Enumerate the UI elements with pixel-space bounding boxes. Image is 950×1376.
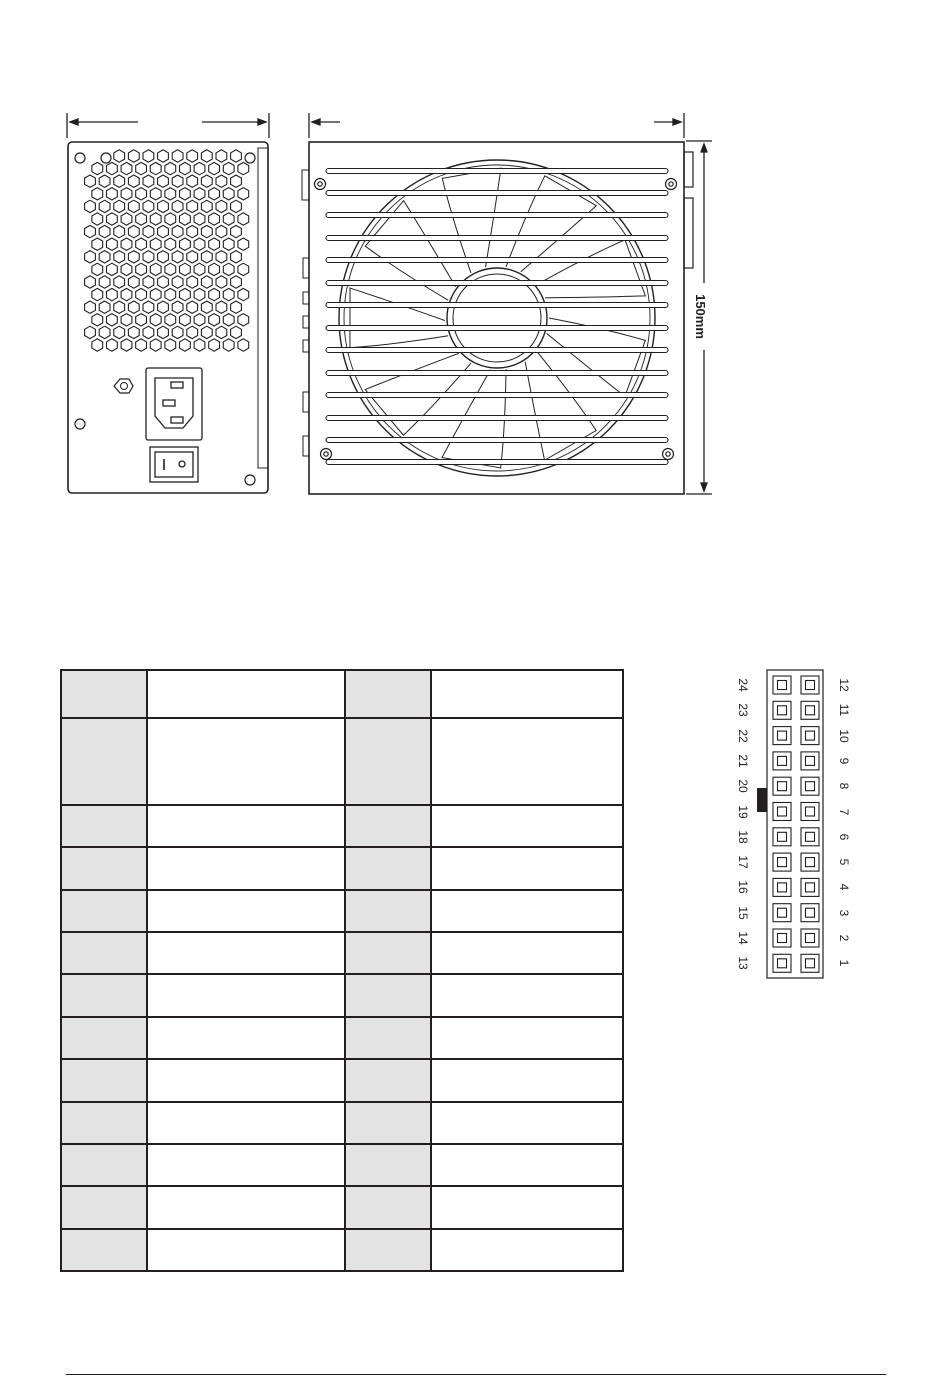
table-row bbox=[61, 932, 623, 974]
pin-number: 14 bbox=[736, 931, 750, 945]
table-cell bbox=[431, 847, 623, 889]
table-row bbox=[61, 974, 623, 1016]
pin-number: 18 bbox=[736, 830, 750, 844]
pin-number: 16 bbox=[736, 880, 750, 895]
table-cell bbox=[147, 805, 345, 847]
table-cell bbox=[431, 932, 623, 974]
table-cell bbox=[431, 1144, 623, 1186]
pin-number: 9 bbox=[837, 757, 851, 765]
grille-bar bbox=[326, 326, 668, 331]
pin-number: 6 bbox=[837, 833, 851, 841]
table-cell bbox=[61, 1102, 147, 1144]
table-cell bbox=[345, 890, 431, 932]
grille-bar bbox=[326, 348, 668, 353]
grille-bar bbox=[326, 191, 668, 196]
table-row bbox=[61, 1017, 623, 1059]
pin-number: 21 bbox=[736, 754, 750, 768]
pin-number: 8 bbox=[837, 782, 851, 790]
grille-bar bbox=[326, 371, 668, 376]
rear-width-dimension bbox=[67, 113, 269, 138]
pin-number: 11 bbox=[837, 704, 851, 717]
pin-number: 24 bbox=[736, 678, 750, 692]
footer-rule bbox=[66, 1374, 886, 1375]
fan-width-dimension bbox=[309, 113, 684, 138]
table-row bbox=[61, 847, 623, 889]
grille-bar bbox=[326, 169, 668, 174]
table-cell bbox=[345, 847, 431, 889]
table-cell bbox=[147, 1102, 345, 1144]
header-cell bbox=[431, 670, 623, 718]
pin-number: 12 bbox=[837, 678, 851, 692]
table-cell bbox=[147, 1059, 345, 1101]
table-cell bbox=[345, 1186, 431, 1228]
table-row bbox=[61, 1059, 623, 1101]
table-cell bbox=[345, 1059, 431, 1101]
pin-number: 15 bbox=[736, 906, 750, 920]
pin-number: 22 bbox=[736, 728, 750, 743]
psu-fan-side bbox=[302, 142, 693, 494]
header-cell bbox=[345, 670, 431, 718]
table-cell bbox=[147, 932, 345, 974]
table-cell bbox=[431, 1017, 623, 1059]
table-cell bbox=[61, 1059, 147, 1101]
table-row bbox=[61, 1144, 623, 1186]
table-cell bbox=[147, 847, 345, 889]
table-cell bbox=[431, 890, 623, 932]
table-row bbox=[61, 1229, 623, 1271]
pin-number: 5 bbox=[837, 858, 851, 866]
table-cell bbox=[345, 1017, 431, 1059]
table-cell bbox=[61, 1017, 147, 1059]
table-cell bbox=[345, 932, 431, 974]
table-cell bbox=[61, 805, 147, 847]
table-cell bbox=[147, 1017, 345, 1059]
grille-bar bbox=[326, 460, 668, 465]
table-cell bbox=[61, 932, 147, 974]
table-cell bbox=[345, 1229, 431, 1271]
table-cell bbox=[61, 890, 147, 932]
table-cell bbox=[61, 1144, 147, 1186]
grille-bar bbox=[326, 236, 668, 241]
table-cell bbox=[345, 1144, 431, 1186]
grille-bar bbox=[326, 281, 668, 286]
table-cell bbox=[147, 974, 345, 1016]
pin-number: 13 bbox=[736, 956, 750, 970]
pin-number: 3 bbox=[837, 909, 851, 917]
table-cell bbox=[431, 805, 623, 847]
table-row bbox=[61, 805, 623, 847]
table-cell bbox=[61, 847, 147, 889]
table-row bbox=[61, 890, 623, 932]
table-cell bbox=[61, 1229, 147, 1271]
table-cell bbox=[431, 1059, 623, 1101]
header-cell bbox=[147, 670, 345, 718]
grille-bar bbox=[326, 303, 668, 308]
table-cell bbox=[147, 1186, 345, 1228]
table-cell bbox=[147, 890, 345, 932]
table-cell bbox=[147, 1229, 345, 1271]
psu-rear-panel bbox=[68, 142, 268, 493]
pin-number: 2 bbox=[837, 934, 851, 942]
table-cell bbox=[147, 718, 345, 805]
pin-number: 20 bbox=[736, 779, 750, 793]
pin-assignment-table bbox=[60, 669, 624, 1272]
table-header-row bbox=[61, 670, 623, 718]
table-cell bbox=[61, 718, 147, 805]
height-dimension-label: 150mm bbox=[692, 294, 708, 339]
table-row bbox=[61, 1102, 623, 1144]
table-cell bbox=[431, 718, 623, 805]
table-cell bbox=[345, 718, 431, 805]
pin-number: 23 bbox=[736, 703, 750, 717]
table-cell bbox=[431, 1102, 623, 1144]
atx-24pin-connector bbox=[755, 668, 825, 980]
table-cell bbox=[345, 974, 431, 1016]
psu-drawings bbox=[0, 0, 950, 660]
pin-number: 10 bbox=[837, 728, 851, 743]
table-cell bbox=[61, 1186, 147, 1228]
pin-number: 7 bbox=[837, 808, 851, 815]
pin-number: 17 bbox=[736, 855, 750, 869]
header-cell bbox=[61, 670, 147, 718]
table-row bbox=[61, 718, 623, 805]
pin-number: 19 bbox=[736, 804, 750, 819]
grille-bar bbox=[326, 393, 668, 398]
table-cell bbox=[345, 1102, 431, 1144]
table-cell bbox=[147, 1144, 345, 1186]
grille-bar bbox=[326, 416, 668, 421]
grille-bar bbox=[326, 258, 668, 263]
table-row bbox=[61, 1186, 623, 1228]
table-cell bbox=[61, 974, 147, 1016]
table-cell bbox=[431, 974, 623, 1016]
pin-number: 4 bbox=[837, 884, 851, 891]
pin-number: 1 bbox=[837, 959, 851, 967]
table-cell bbox=[431, 1229, 623, 1271]
grille-bar bbox=[326, 213, 668, 218]
grille-bar bbox=[326, 438, 668, 443]
table-cell bbox=[345, 805, 431, 847]
table-cell bbox=[431, 1186, 623, 1228]
